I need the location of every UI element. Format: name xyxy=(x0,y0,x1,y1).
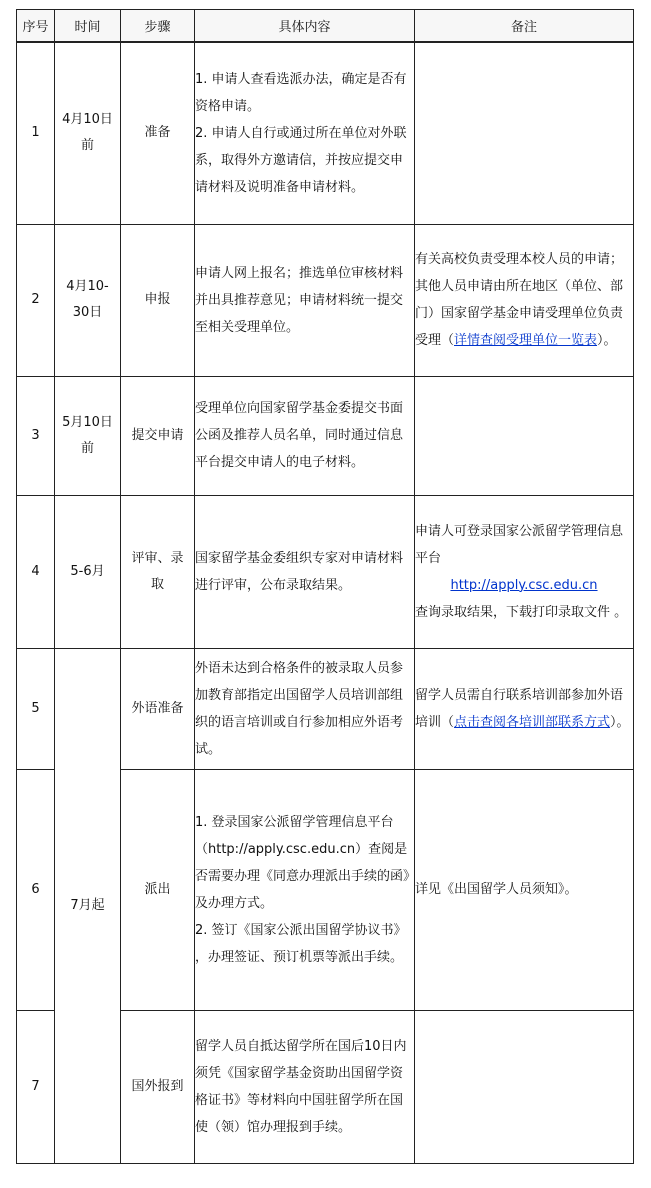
row-remark xyxy=(415,495,634,648)
remark-text: ）。 xyxy=(597,333,617,348)
time-line: 5月10日 xyxy=(62,414,113,430)
remark-text: 详见《出国留学人员须知》。 xyxy=(415,882,578,897)
table-row xyxy=(17,224,634,376)
row-step xyxy=(121,648,195,769)
content-paragraph: 2. 申请人自行或通过所在单位对外联系，取得外方邀请信，并按应提交申请材料及说明准备申请材料。 xyxy=(195,125,407,195)
apply-platform-link[interactable]: http://apply.csc.edu.cn xyxy=(450,577,598,593)
row-remark xyxy=(415,1010,634,1163)
row-step xyxy=(121,376,195,495)
row-time xyxy=(55,376,121,495)
row-number: 3 xyxy=(17,376,55,495)
row-content xyxy=(195,1010,415,1163)
header-number: 序号 xyxy=(17,10,55,43)
row-time xyxy=(55,224,121,376)
remark-text: 留学人员需自行联系培训部参加外语培训（ xyxy=(415,687,624,730)
row-number: 2 xyxy=(17,224,55,376)
row-step xyxy=(121,224,195,376)
step-label: 外语准备 xyxy=(131,700,184,716)
step-label: 申报 xyxy=(144,292,171,307)
row-step xyxy=(121,769,195,1010)
content-paragraph: 国家留学基金委组织专家对申请材料进行评审，公布录取结果。 xyxy=(195,550,404,593)
row-step xyxy=(121,1010,195,1163)
step-label: 评审、录 xyxy=(131,550,184,566)
row-remark xyxy=(415,769,634,1010)
content-paragraph: 1. 登录国家公派留学管理信息平台 xyxy=(195,814,394,830)
step-label: 国外报到 xyxy=(131,1078,184,1094)
remark-text: 有关高校负责受理本校人员的申请；其他人员申请由所在地区（单位、部门）国家留学基金申请受理单位负责受理（ xyxy=(415,252,624,348)
table-row xyxy=(17,495,634,648)
table-row xyxy=(17,648,634,769)
row-content xyxy=(195,495,415,648)
process-table xyxy=(16,9,634,1164)
row-remark xyxy=(415,376,634,495)
row-remark xyxy=(415,648,634,769)
time-line: 4月10日 xyxy=(62,112,113,128)
time-line: 前 xyxy=(80,138,94,154)
row-content xyxy=(195,648,415,769)
step-label: 派出 xyxy=(144,881,171,897)
row-step xyxy=(121,495,195,648)
content-paragraph: 留学人员自抵达留学所在国后10日内须凭《国家留学基金资助出国留学资格证书》等材料向中国驻留学所在国使（领）馆办理报到手续。 xyxy=(195,1038,407,1135)
content-paragraph: 1. 申请人查看选派办法，确定是否有资格申请。 xyxy=(195,71,407,114)
step-label: 提交申请 xyxy=(131,427,184,443)
row-number: 5 xyxy=(17,648,55,769)
time-line: 7月起 xyxy=(70,897,105,913)
time-line: 前 xyxy=(80,440,94,456)
row-step xyxy=(121,42,195,224)
table-row xyxy=(17,376,634,495)
time-line: 4月10- xyxy=(66,279,109,294)
row-content xyxy=(195,376,415,495)
step-label: 准备 xyxy=(144,125,171,141)
header-time: 时间 xyxy=(55,10,121,43)
content-paragraph: 受理单位向国家留学基金委提交书面公函及推荐人员名单，同时通过信息平台提交申请人的电子材料。 xyxy=(195,401,404,470)
row-time xyxy=(55,495,121,648)
row-content xyxy=(195,769,415,1010)
row-content xyxy=(195,224,415,376)
time-line: 30日 xyxy=(72,305,103,320)
row-number: 6 xyxy=(17,769,55,1010)
row-number: 4 xyxy=(17,495,55,648)
time-line: 5-6月 xyxy=(70,563,105,579)
header-step: 步骤 xyxy=(121,10,195,43)
row-content xyxy=(195,42,415,224)
content-paragraph: 外语未达到合格条件的被录取人员参加教育部指定出国留学人员培训部组织的语言培训或自行参加相应外语考试。 xyxy=(195,660,404,757)
row-time xyxy=(55,648,121,1163)
header-row xyxy=(17,10,634,43)
step-label: 取 xyxy=(150,576,164,592)
row-time xyxy=(55,42,121,224)
row-remark xyxy=(415,224,634,376)
row-remark xyxy=(415,42,634,224)
remark-text: 查询录取结果，下载打印录取文件 。 xyxy=(415,604,628,620)
row-number: 1 xyxy=(17,42,55,224)
table-row xyxy=(17,42,634,224)
content-paragraph: 申请人网上报名；推选单位审核材料并出具推荐意见；申请材料统一提交至相关受理单位。 xyxy=(195,265,404,335)
remark-text: ）。 xyxy=(610,714,630,730)
row-number: 7 xyxy=(17,1010,55,1163)
content-paragraph: （http://apply.csc.edu.cn）查阅是否需要办理《同意办理派出手续的函》及办理方式。 xyxy=(195,841,410,911)
content-paragraph: 2. 签订《国家公派出国留学协议书》 ，办理签证、预订机票等派出手续。 xyxy=(195,922,407,965)
acceptance-units-link[interactable]: 详情查阅受理单位一览表 xyxy=(454,333,598,348)
remark-text: 申请人可登录国家公派留学管理信息平台 xyxy=(415,523,624,566)
header-content: 具体内容 xyxy=(195,10,415,43)
header-remark: 备注 xyxy=(415,10,634,43)
training-contacts-link[interactable]: 点击查阅各培训部联系方式 xyxy=(454,714,611,730)
